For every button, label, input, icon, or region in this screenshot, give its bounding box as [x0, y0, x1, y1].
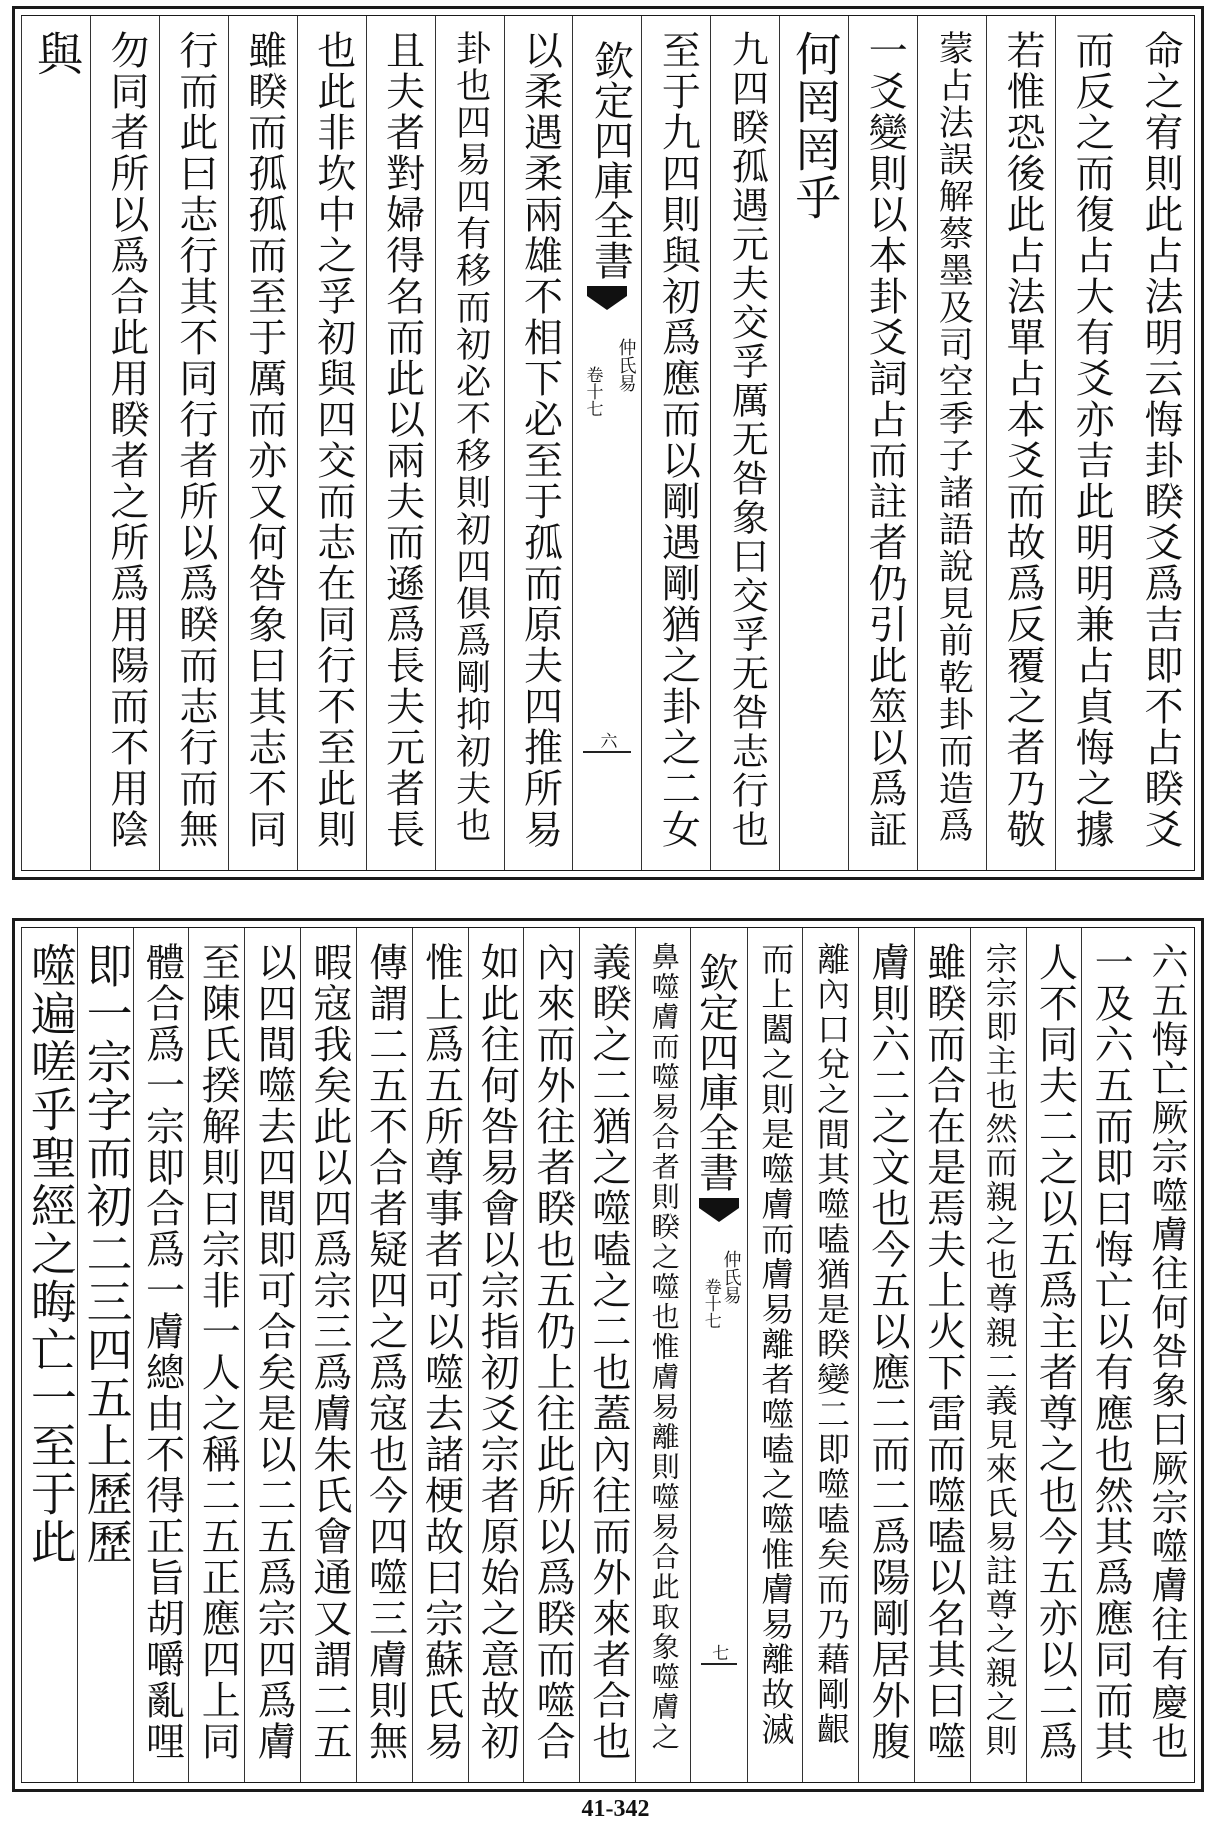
- column-text: 九四睽孤遇元夫交孚厲无咎象曰交孚无咎志行也: [725, 30, 769, 849]
- text-column: [133, 928, 190, 1782]
- top-page-frame: [21, 15, 1195, 871]
- text-column: [641, 16, 711, 870]
- column-text: 惟上爲五所尊事者可以噬去諸梗故曰宗蘇氏易: [418, 942, 464, 1762]
- column-text: 至陳氏揆解則曰宗非一人之稱二五正應四上同: [195, 942, 241, 1762]
- text-column: [366, 16, 436, 870]
- text-column: [970, 928, 1027, 1782]
- page-number: 41-342: [581, 1796, 650, 1822]
- column-text: 義睽之二猶之噬嗑之二也蓋內往而外來者合也: [585, 942, 631, 1762]
- text-column: [1055, 16, 1125, 870]
- text-column: [159, 16, 229, 870]
- text-column: [1026, 928, 1083, 1782]
- text-column: [21, 928, 78, 1782]
- column-text: 蒙占法誤解蔡墨及司空季子諸語說見前乾卦而造爲: [933, 30, 974, 844]
- column-text: 至于九四則與初爲應而以剛遇剛猶之卦之二女: [655, 30, 701, 850]
- top-page-block: [12, 6, 1204, 880]
- column-text: 與: [29, 30, 84, 78]
- text-column: [848, 16, 918, 870]
- column-text: 雖睽而孤孤而至于厲而亦又何咎象曰其志不同: [241, 30, 287, 850]
- column-text: 而反之而復占大有爻亦吉此明明兼占貞悔之據: [1069, 30, 1115, 850]
- center-column: [690, 928, 748, 1782]
- fish-tail-mark-icon: [699, 1198, 739, 1222]
- text-column: [504, 16, 574, 870]
- text-column: [228, 16, 298, 870]
- column-text: 雖睽而合在是焉夫上火下雷而噬嗑以名其曰噬: [920, 942, 966, 1762]
- text-column: [914, 928, 971, 1782]
- column-text: 以柔遇柔兩雄不相下必至于孤而原夫四推所易: [517, 30, 563, 850]
- column-text: 也此非坎中之孚初與四交而志在同行不至此則: [310, 30, 356, 850]
- text-column: [986, 16, 1056, 870]
- column-text: 離內口兌之間其噬嗑猶是睽變二即噬嗑矣而乃藉剛齦: [812, 942, 852, 1747]
- text-column: [77, 928, 134, 1782]
- text-column: [1081, 928, 1138, 1782]
- column-text: 傳謂二五不合者疑四之爲寇也今四噬三膚則無: [362, 942, 408, 1762]
- book-series-title: 欽定四庫全書: [692, 952, 739, 1192]
- text-column: [635, 928, 692, 1782]
- text-column: [244, 928, 301, 1782]
- column-text: 一爻變則以本卦爻詞占而註者仍引此筮以爲証: [862, 30, 908, 850]
- column-text: 體合爲一宗即合爲一膚總由不得正旨胡嚼亂哩: [139, 942, 185, 1762]
- bottom-page-block: [12, 918, 1204, 1792]
- leaf-number: 六: [596, 732, 617, 749]
- volume-label: 卷十七: [700, 1278, 721, 1329]
- column-text: 宗宗即主也然而親之也尊親二義見來氏易註尊之親之則: [980, 942, 1019, 1758]
- column-text: 內來而外往者睽也五仍上往此所以爲睽而噬合: [530, 942, 576, 1762]
- text-column: [188, 928, 245, 1782]
- column-text: 而上闔之則是噬膚而膚易離者噬嗑之噬惟膚易離故滅: [756, 942, 796, 1747]
- text-column: [300, 928, 357, 1782]
- column-text: 若惟恐後此占法單占本爻而故爲反覆之者乃敬: [1000, 30, 1046, 850]
- text-column: [90, 16, 160, 870]
- text-column: [1138, 928, 1194, 1782]
- text-column: [858, 928, 915, 1782]
- column-text: 膚則六二之文也今五以應二而二爲陽剛居外腹: [864, 942, 910, 1762]
- column-text: 如此往何咎易會以宗指初爻宗者原始之意故初: [474, 942, 520, 1762]
- column-text: 以四間噬去四間即可合矣是以二五爲宗四爲膚: [251, 942, 297, 1762]
- column-text: 鼻噬膚而噬易合者則睽之噬也惟膚易離則噬易合此取象噬膚之: [647, 942, 681, 1752]
- column-text: 勿同者所以爲合此用睽者之所爲用陽而不用陰: [103, 30, 149, 850]
- book-name: 仲氏易: [615, 338, 637, 392]
- center-rule: [701, 1663, 737, 1665]
- fish-tail-mark-icon: [587, 286, 627, 310]
- text-column: [523, 928, 580, 1782]
- bottom-page-frame: [21, 927, 1195, 1783]
- text-column: [579, 928, 636, 1782]
- leaf-number: 七: [708, 1644, 729, 1661]
- column-text: 一及六五而即曰悔亡以有應也然其爲應同而其: [1088, 942, 1134, 1762]
- text-column: [468, 928, 525, 1782]
- book-series-title: 欽定四庫全書: [587, 40, 634, 280]
- text-column: [412, 928, 469, 1782]
- text-column: [779, 16, 849, 870]
- text-column: [1125, 16, 1194, 870]
- column-text: 暇寇我矣此以四爲宗三爲膚朱氏會通又謂二五: [306, 942, 352, 1762]
- text-column: [802, 928, 859, 1782]
- text-column: [21, 16, 91, 870]
- text-column: [356, 928, 413, 1782]
- volume-label: 卷十七: [582, 366, 603, 417]
- text-column: [747, 928, 804, 1782]
- column-text: 命之宥則此占法明云悔卦睽爻爲吉即不占睽爻: [1138, 30, 1183, 850]
- text-column: [917, 16, 987, 870]
- column-text: 人不同夫二之以五爲主者尊之也今五亦以二爲: [1032, 942, 1078, 1762]
- column-text: 且夫者對婦得名而此以兩夫而遜爲長夫元者長: [379, 30, 425, 850]
- text-column: [435, 16, 505, 870]
- column-text: 噬遍嗟乎聖經之晦亡一至于此: [23, 942, 78, 1566]
- center-rule: [583, 751, 632, 753]
- column-text: 行而此曰志行其不同行者所以爲睽而志行而無: [172, 30, 218, 850]
- column-text: 何罔罔乎: [788, 30, 843, 222]
- column-text: 即一宗字而初二三四五上歷歷: [79, 942, 134, 1566]
- text-column: [297, 16, 367, 870]
- column-text: 六五悔亡厥宗噬膚往何咎象曰厥宗噬膚往有慶也: [1145, 942, 1188, 1761]
- center-column: [572, 16, 643, 870]
- book-name: 仲氏易: [720, 1250, 742, 1304]
- text-column: [710, 16, 780, 870]
- column-text: 卦也四易四有移而初必不移則初四俱爲剛抑初夫也: [450, 30, 491, 844]
